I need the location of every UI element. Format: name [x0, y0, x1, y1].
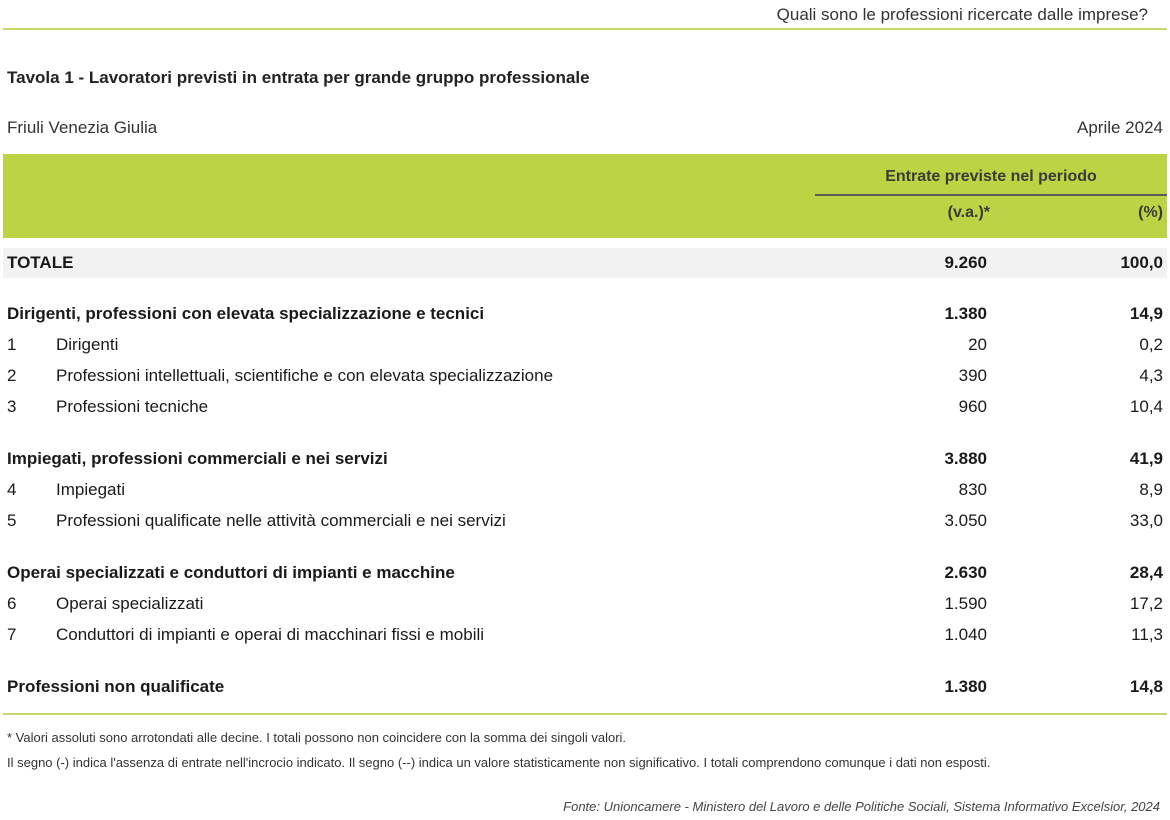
column-group-underline: [815, 194, 1167, 196]
row-code: 3: [7, 397, 17, 416]
region-label: Friuli Venezia Giulia: [7, 118, 158, 137]
row-code: 4: [7, 480, 17, 499]
row-label: Professioni non qualificate: [7, 677, 225, 696]
table-row: [3, 506, 1167, 536]
top-divider: [3, 28, 1167, 30]
table-row-group: [3, 299, 1167, 329]
row-va: 960: [958, 397, 987, 416]
column-header-pct: (%): [1138, 204, 1163, 221]
row-label: Dirigenti: [56, 335, 119, 354]
page-section-title: Quali sono le professioni ricercate dalle imprese?: [776, 5, 1148, 24]
row-label: Professioni tecniche: [56, 397, 209, 416]
row-va: 3.050: [944, 511, 987, 530]
table-row-total: [3, 248, 1167, 278]
row-va: 2.630: [944, 563, 987, 582]
row-label: TOTALE: [7, 253, 74, 272]
source-note: Fonte: Unioncamere - Ministero del Lavoro e delle Politiche Sociali, Sistema Informativo Excelsior, 2024: [563, 799, 1160, 814]
row-pct: 41,9: [1129, 449, 1163, 468]
row-pct: 14,8: [1129, 677, 1163, 696]
row-label: Impiegati, professioni commerciali e nei servizi: [7, 449, 388, 468]
table-row-group: [3, 672, 1167, 702]
table-row: [3, 475, 1167, 505]
column-group-header: Entrate previste nel periodo: [885, 168, 1097, 185]
row-va: 9.260: [944, 253, 987, 272]
row-pct: 14,9: [1129, 304, 1163, 323]
table-title: Tavola 1 - Lavoratori previsti in entrata per grande gruppo professionale: [7, 68, 590, 87]
table-row: [3, 361, 1167, 391]
column-header-va: (v.a.)*: [947, 204, 990, 221]
row-code: 6: [7, 594, 17, 613]
row-va: 830: [958, 480, 987, 499]
row-pct: 17,2: [1129, 594, 1163, 613]
row-va: 1.590: [944, 594, 987, 613]
footnote-rounding: * Valori assoluti sono arrotondati alle decine. I totali possono non coincidere con la somma dei singoli valori.: [7, 730, 627, 745]
row-pct: 8,9: [1139, 480, 1163, 499]
row-label: Operai specializzati e conduttori di impianti e macchine: [7, 563, 455, 582]
row-pct: 11,3: [1131, 625, 1163, 644]
row-label: Professioni qualificate nelle attività commerciali e nei servizi: [56, 511, 506, 530]
table-row-group: [3, 444, 1167, 474]
row-code: 1: [7, 335, 17, 354]
row-pct: 28,4: [1129, 563, 1163, 582]
row-label: Dirigenti, professioni con elevata specializzazione e tecnici: [7, 304, 485, 323]
row-code: 7: [7, 625, 17, 644]
row-label: Operai specializzati: [56, 594, 204, 613]
table-row: [3, 392, 1167, 422]
row-pct: 10,4: [1129, 397, 1163, 416]
table-header: [3, 154, 1167, 238]
row-pct: 4,3: [1139, 366, 1163, 385]
table-row: [3, 620, 1167, 650]
row-va: 20: [968, 335, 987, 354]
table-row: [3, 330, 1167, 360]
table-row: [3, 589, 1167, 619]
bottom-divider: [3, 713, 1167, 715]
row-pct: 33,0: [1129, 511, 1163, 530]
row-code: 5: [7, 511, 17, 530]
row-va: 3.880: [944, 449, 987, 468]
row-label: Impiegati: [56, 480, 125, 499]
row-va: 1.040: [944, 625, 987, 644]
table-row-group: [3, 558, 1167, 588]
row-va: 1.380: [944, 304, 987, 323]
row-label: Conduttori di impianti e operai di macchinari fissi e mobili: [56, 625, 485, 644]
period-label: Aprile 2024: [1076, 118, 1163, 137]
footnote-symbols: Il segno (-) indica l'assenza di entrate nell'incrocio indicato. Il segno (--) indica un valore statisticamente non significativo. I totali comprendono comunque i dati non esposti.: [7, 755, 991, 770]
row-label: Professioni intellettuali, scientifiche e con elevata specializzazione: [56, 366, 554, 385]
row-pct: 100,0: [1120, 253, 1163, 272]
row-va: 1.380: [944, 677, 987, 696]
row-pct: 0,2: [1139, 335, 1163, 354]
row-va: 390: [958, 366, 987, 385]
row-code: 2: [7, 366, 17, 385]
